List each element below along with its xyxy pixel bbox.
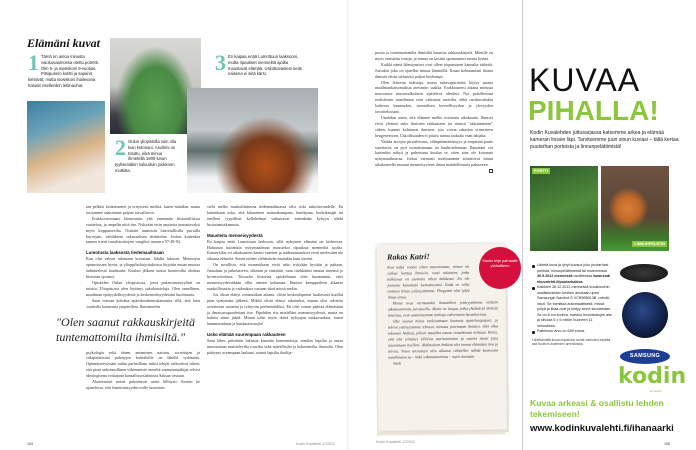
photo-tag: LINNUNPELÄTIN — [634, 242, 665, 246]
bullet-item: Palkinnon arvo on 699 euroa. — [532, 329, 612, 335]
caption-number: 1 — [28, 50, 39, 75]
paragraph: Saan lähes päivittäin lukuisia kauniita kommentteja, etenkin lapsilta ja omaa nuoruuttaan muistelevilta rouvilta sekä taiteellisilta ja boheemeilta ihmisiltä. Olen päätynyt useampaan lauluun, saanut lapsilta ihailija- — [207, 338, 343, 356]
caption-number: 2 — [115, 135, 126, 160]
paragraph: Jos olisin elänyt romantiikan aikana, olisin keskoolapsena luultavasti kuollut pian syntymäni jälkeen. Mikäli olisin elänyt aikuiseksi, minun olisi odotettu avioituvan nuorena ja ryhtyvän perheenäidiksi. En olisi voinut päättää elämästäni ja ilmaisuvapaudestani itse. Pipahdan siis mielelläni menneisyydessä, mutta en haluisi sinne jäädä. Minun tulisi myös ikävä nykyajan mukavuuksia, kuten hammastahnaa ja kuukautissuojia! — [207, 291, 343, 327]
caption-1 — [28, 50, 100, 89]
paragraph: Kaikki nämä lähestymiset ovat olleet toipumiseni kannalta tärkeitä. Jossakin joku on ajatellut minua lämmöllä. Ilman kohtaamiani ihania ihmisiä olisin sieluttesti paljon köyhempi. — [375, 61, 493, 79]
body-column-2 — [207, 204, 343, 356]
paragraph: postia ja tuntemattomilta ihmisiltä kauniita rakkauskirjeitä. Minulle on myös omistettu runoja, ja minua on kosittu spontaanisti monta kertaa. — [375, 50, 493, 61]
deadline: 30.9.2012 mennessä — [537, 274, 573, 278]
paragraph: Akateemiset naiset pukeutuvat usein hillitysti. Kentäs he ajattelevat, että feminiinisyyden esille tuominen — [86, 379, 200, 390]
end-mark-icon — [489, 169, 493, 173]
photo-gate — [530, 166, 598, 251]
ad-bullets — [532, 263, 612, 347]
caption-text: En kaipaa enää Lumottuun laaksooni, mutta ripaukset menneiltä ajoilta maustavat elämää. Uskottavasteni tiede naisena ei siitä kärsi. — [228, 54, 303, 77]
paragraph: Olet saanut minut tarkistamaan kautosia ajattelutapojani, ja tolvon ystävyytemme tehneen minusta paremman ihmisen. Olet ollut tukenani hetkinä, jolloin maailma tuntuu romahtavan niskaan. Kiitos, että olet siirtänyt silloisia mariseminiäni ja saanut minut jopa nauramaan itselleni. Ahdistuksen hetkinä olet tuonut elämääni iloa ja toivoa. Sinun ansiostasi olen alkanut vähitellen nähdä kauneutta maailmassa ja – mikä sukomattominta – myös itsessäni. — [387, 318, 499, 360]
photo-tag: PORTTI — [534, 169, 548, 173]
bullet-item — [532, 263, 612, 285]
fine-print: Lähettämällä kuvan kilpailuun annat oikeuden käyttää sitä Kodin Kuvalehden arreniloissa. — [532, 337, 611, 347]
paragraph: Kun neljä vuotta sitten tutustuimme, minun oli vaikea luottaa ihmisiin, vaati sekaisten, jotka kulkisivat en aiemmin olleet kokdenut. En ole joutunut katumaan luottamustani. Enää en tulisi toimeen ilman ystävyyttämme. Ylioppisto olisi tyhjä ilman sinua. — [387, 264, 470, 300]
subheading: Mausteita menneisyydestä — [207, 232, 263, 238]
caption-text: Tämä on ainoa minusta vaiokuvaamossa otettu potretti. Olin 6- ja isosiskoni 9-vuotias. Pitsipusero kutitti ja sapanit kiristivät, mutta isosiskoni ihailevana halusin itsellenikin lettinauhat. — [28, 54, 99, 88]
kodin-logo: kodin — [618, 364, 687, 389]
subheading: Lumotusta laaksosta tiedemaailmaan — [86, 250, 164, 256]
text: osoitteessa — [572, 274, 594, 278]
paragraph: On surullista, että monestikaan eivät usko nykyään hyvään ja pahaan, Jumalaan ja paholaiseen, oikeaan ja vääriään, vaan itsekkäästi omaan itseensä ja hyvinvointiinsa. Toisaalta historiaa opiskeltuani olen huomannut, ettei menneisyydessäkään ollut omeen kultamaa. Ihmiset kamppailivat aikanaa ruadoillisuutta ja vaikeuksia vastaan siinä missä mekin. — [207, 262, 343, 291]
photo-sisters — [27, 101, 105, 193]
robot-vacuum-top-image — [622, 292, 668, 338]
letter-badge: Saulin kirje parhaalle ystävälleen — [479, 247, 521, 289]
paragraph: psykologia sekä äänen antaminen naisten, sorrettujen ja väkipäätöisinä pidettyjen kohtaloille on lähellä sydäntäni. Opinnäytetyössäni tutkin parhaillaan, miksi tekijät vaikuttivat siihen, että pieni unkonnollinen vähemmistö nimeltä raamatuntutkijat selvisi ideologisena voittajana kansallissosialistista Saksaa vastaan. — [86, 349, 200, 379]
ad-divider — [522, 0, 523, 450]
bullet-item: Kaikkien 26.12.2012 mennessä kuvakisoihin osallistuneiden kesken arvotaan upea Samsungin Navibot-S VCR8950L3B -robotti-imuri. Se toimittaa automaattisesti, missä pölyä ja likaa ovat ja siirtyy sinne siivoamaan. Se on 8 cm korkea, mahtuu huonekalujen alle ja siivoaa 5 x 5 neliön huoneen 11 minuutissa. — [532, 285, 612, 329]
ad-slogan: Kuvaa arkeasi & osallistu lehden tekemiseen! — [530, 398, 664, 419]
subheading: Usko elämää suurempaan rakkauteen — [207, 332, 286, 338]
paragraph: En kaipaa enää Lumottuun laaksoon, sillä nykyinen elämäni on kiehtovaa. Haluaisin kuitenkin nykymaailman maustekoi ripauksia menneiltä ajoilta. Esimerkiksi eri aikakausien kaunit vaatteet ja taidesuuntaukset eivät mielestäni ole aikansa eläneitä. Soisin niiden viehättävän muitakin kuin itseäni. — [207, 238, 343, 262]
section-title: Elämäni kuvat — [27, 36, 101, 50]
ad-intro: Kodin Kuvalehden juttusarjassa katsomme arkea ja elämää kameran linssin läpi. Tarvitsemme juuri sinun kuviasi – tällä kertaa puutarhan porteista ja linnunpelättimistä! — [530, 130, 679, 151]
contest-link[interactable]: www.kodinkuvalehti.fi/puutarhakisa — [537, 274, 611, 284]
paragraph: Vaikka arvojen pirstaleisuus, välinpitämättömyys ja empatian puute surettavat, en pyri tuomitsemaan tai kauhistelemaan. Ihmistäni voi kuitenkin näkyä ja puheistani kuulua se, etten aina ole kotonani nykymaailmassa. Jotkut varmasti mieluummin siirtäisivät minut aikakoneella moraan menneisyyteen ilman mahdollisuutta paluuseen. — [375, 138, 493, 168]
body-column-1-cont — [86, 350, 200, 391]
page-gutter — [347, 0, 349, 450]
paragraph: Unohdan usein, että elämme melko estotonta aikakautta. Ihmiset eivät yleensä usko ikuiseen rakkauteen tai itsensä "säästämiseen" siihen, kunnes kohtaavat ihmisen, jota voivat rakastaa viimeiseen hengenvetoon. Uskollisuuden ei pitäisi tuntua taakalta vaan lahjalta. — [375, 114, 493, 138]
paragraph: Erakkovuosinani kiinnostuin yhä enemmän historiallisista vaatteista, ja ompelin niitä itse. Nykyään etsin asusteita tuunattavaksi myös kirpputoreilta. Osittain naamioin historiallisilla puvuilla kurvejani, välttäkseni seksuaalisen ahdistelun. Joskus kuitenkin tunnen itseni vartalomittojeni vangiksi: numero 97-49-94. — [86, 215, 200, 245]
paragraph: Monet ovat varmaankin ihmetelleet ystävyyttämme erilaiin ulkomuotomme perusteella. Mutta ne langat, jotka yhdistävät ihmisiä toisiinsa, ovat vaatteitaemme lankoja vahvemmin havaittavissa. — [387, 300, 498, 318]
photo-scarecrow — [601, 166, 669, 251]
page-number-right: 105 — [664, 442, 670, 446]
paragraph: Olen Jehovan todistaja, mutta tuttavapiiristäni löytyy monia maailmankatsomuksia ateismiin saakka. Erakkoutensi aikana minusta muovautui mustavalkoisesti ajatteleva idealisti. Nyt palaillessani realistiseen maailmaan voin vaikuttaa naiivilta, ehkä raoittavaltakin kaikessa kauneuden, moraalisen hyveellisyyden ja ylevyyden tavoittelussani. — [375, 79, 493, 115]
body-column-1 — [86, 204, 200, 310]
robot-vacuum-side-image — [620, 264, 668, 282]
paragraph: Kun olin valmis tulemaan kotostani, lähdin lukioon. Menestyin opinnoissani hyvin, ja ylioppilaskirjoituksissa kirjoitin muun muassa äidinkielestä laudaturin. Koulun jälkeen tuntui luontevalta aloittaa historian opinnot. — [86, 256, 200, 280]
body-column-1-flow — [56, 204, 202, 391]
letter-heading: Rakas Katri! — [387, 252, 430, 262]
footer-right: Kodin Kuvalehti 17/2012 — [376, 440, 415, 444]
caption-3 — [215, 50, 303, 77]
ad-url[interactable]: www.kodinkuvalehti.fi/ihanaarki — [530, 423, 674, 434]
paragraph: Saan voimaa kohdata epäoikeudenmukaisuutta sillä, että luon vaatteilla kauneutta ympärilleni. Ihmismielen — [86, 297, 200, 309]
kodin-logo-sub: kuvalehti — [650, 389, 662, 393]
samsung-logo: SAMSUNG — [620, 349, 670, 364]
pull-quote: "Olen saanut rakkauskirjeitä tuntemattomilta ihmisiltä." — [56, 314, 196, 344]
body-column-3 — [375, 50, 493, 173]
page-number-left: 104 — [27, 442, 33, 446]
caption-number: 3 — [215, 50, 226, 75]
caption-2 — [115, 135, 177, 174]
footer-left: Kodin Kuvalehti 17/2012 — [296, 442, 335, 446]
ad-headline-1: KUVAA — [529, 62, 641, 98]
text: Lähetä kuva ja lyhyt kuvaus joko puutarhasi portista, linnunpelättimestä tai molemmista — [537, 263, 609, 273]
paragraph: Opiskelen Oulun yliopistossa, jossa pukeutumistyyliini on totuttu. Yliopistosta olen löytänyt sukulaissieluja. Olen onnellinen, maailman epätyydellisyydestä ja keskeneräisyydestäni huolimatta. — [86, 279, 200, 297]
paragraph: tan pelkäsi koskettaneet ja erityisesti miehiä, kuten minäkin, mutta toisiamme saatoimme paijata turvallisesti. — [86, 204, 200, 215]
paragraph: vielä melko maskuliinisessa tiedemaailmassa olisi riski uskottavuudelle. En kuitenkaan usko, että kiharainen nutturakampaus, hunilpuna, korkokengät tai iteelleni tyypilliset kellohelmat vaikuttavat mitenkään kykyyn tehdä historiantutkimusta. — [207, 204, 343, 227]
caption-text: Oulun yliopistolla voin olla kuin kotonani. Asuihini on totuttu, eikä minua ihmetellä 1800-luvun tyyliseniäkin suluuduin joukkoon mutkitta. — [115, 139, 177, 173]
photo-snow-costume — [187, 88, 318, 193]
ad-headline-2: PIHALLA! — [528, 95, 659, 126]
letter-signature: Sauli — [393, 361, 402, 366]
